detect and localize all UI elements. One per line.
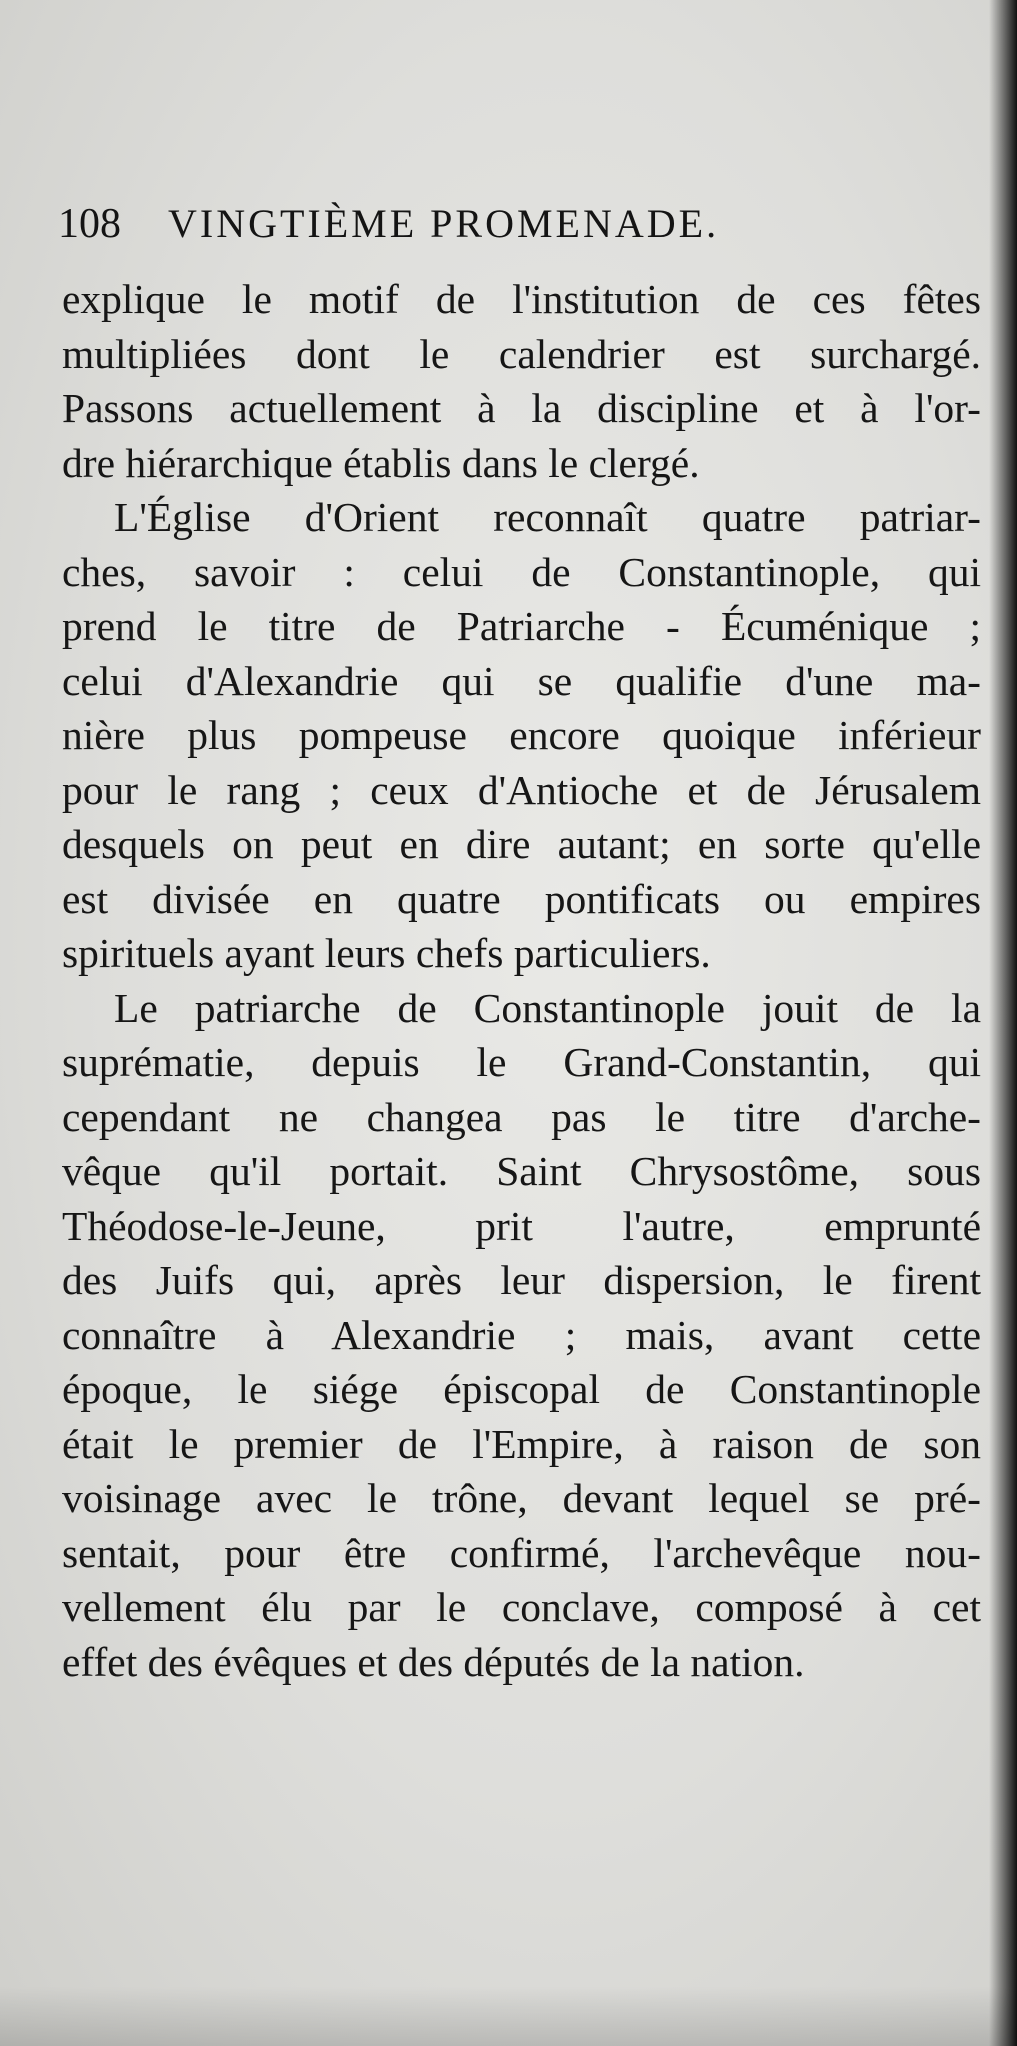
- text-line: spirituels ayant leurs chefs particuliers.: [62, 930, 711, 976]
- page-edge-shadow: [989, 0, 1017, 2046]
- text-line: explique le motif de l'institution de ces fêtes: [62, 276, 981, 322]
- text-line: vellement élu par le conclave, composé à cet: [62, 1584, 981, 1630]
- body-text: [62, 272, 981, 1689]
- text-line: pour le rang ; ceux d'Antioche et de Jérusalem: [62, 766, 981, 813]
- text-line: Passons actuellement à la discipline et à l'or-: [62, 385, 981, 431]
- text-line: vêque qu'il portait. Saint Chrysostôme, sous: [62, 1148, 981, 1194]
- text-line: connaître à Alexandrie ; mais, avant cette: [62, 1311, 981, 1358]
- text-line: effet des évêques et des députés de la nation.: [62, 1638, 805, 1685]
- running-title: VINGTIÈME PROMENADE.: [168, 201, 720, 246]
- text-line: celui d'Alexandrie qui se qualifie d'une ma-: [62, 657, 981, 704]
- text-line: ches, savoir : celui de Constantinople, qui: [62, 548, 981, 595]
- text-line: voisinage avec le trône, devant lequel se pré-: [62, 1475, 981, 1521]
- text-line: prend le titre de Patriarche - Écuménique ;: [62, 603, 981, 649]
- text-line: multipliées dont le calendrier est surchargé.: [62, 330, 981, 377]
- text-line: sentait, pour être confirmé, l'archevêque nou-: [62, 1529, 981, 1576]
- text-line: Le patriarche de Constantinople jouit de la: [114, 984, 981, 1031]
- text-line: nière plus pompeuse encore quoique inférieur: [62, 712, 981, 758]
- text-line: L'Église d'Orient reconnaît quatre patriar-: [114, 494, 981, 540]
- text-line: cependant ne changea pas le titre d'arche-: [62, 1093, 981, 1140]
- text-line: Théodose-le-Jeune, prit l'autre, emprunté: [62, 1202, 981, 1249]
- text-line: était le premier de l'Empire, à raison de son: [62, 1420, 981, 1467]
- text-line: dre hiérarchique établis dans le clergé.: [62, 439, 700, 486]
- text-line: suprématie, depuis le Grand-Constantin, qui: [62, 1039, 981, 1085]
- text-line: époque, le siége épiscopal de Constantinople: [62, 1366, 981, 1412]
- page-number: 108: [58, 201, 121, 247]
- text-line: est divisée en quatre pontificats ou empires: [62, 875, 981, 922]
- page-bottom-shade: [0, 1986, 1017, 2046]
- text-line: desquels on peut en dire autant; en sorte qu'elle: [62, 821, 981, 867]
- text-line: des Juifs qui, après leur dispersion, le firent: [62, 1257, 981, 1303]
- running-head: [58, 200, 958, 260]
